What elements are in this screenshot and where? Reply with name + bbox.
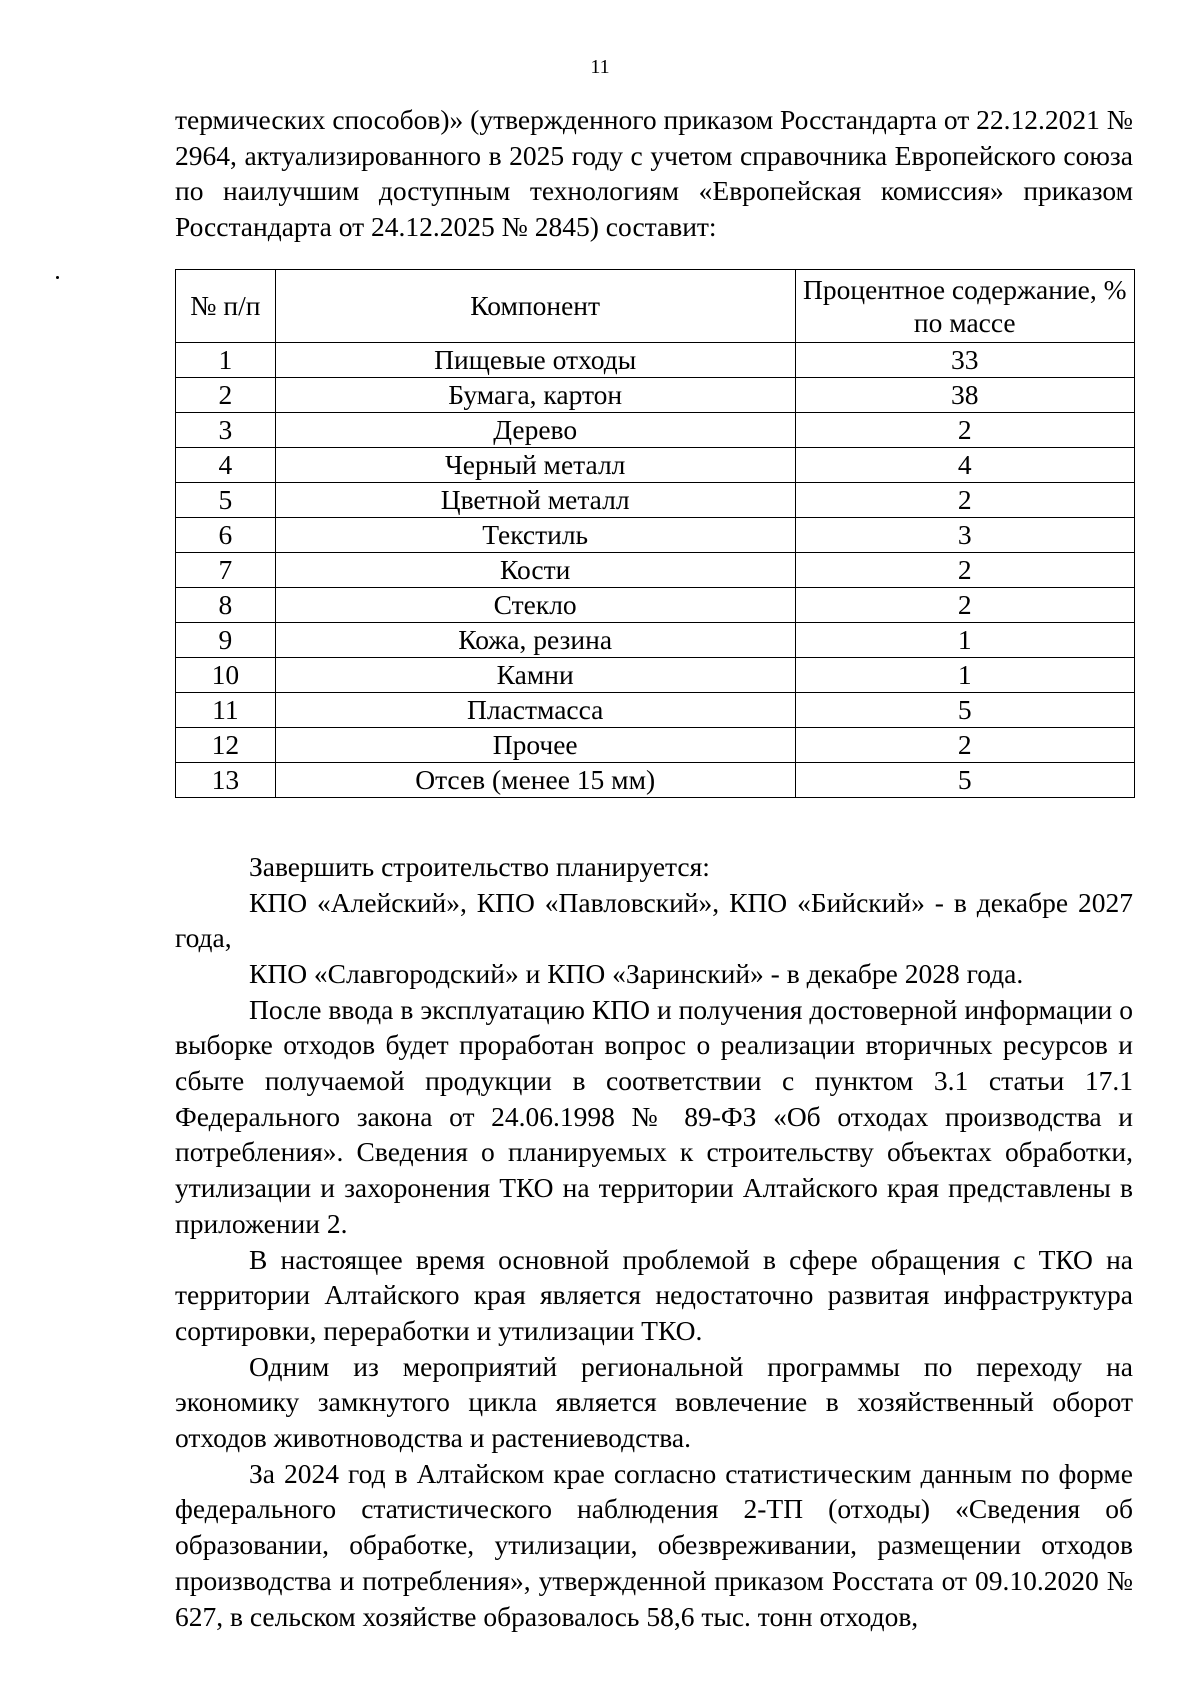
cell-component: Прочее	[275, 727, 795, 762]
cell-num: 7	[176, 552, 276, 587]
cell-num: 2	[176, 377, 276, 412]
cell-percent: 4	[795, 447, 1134, 482]
cell-num: 12	[176, 727, 276, 762]
cell-component: Стекло	[275, 587, 795, 622]
cell-num: 6	[176, 517, 276, 552]
cell-component: Черный металл	[275, 447, 795, 482]
table-row	[176, 517, 1135, 552]
cell-num: 10	[176, 657, 276, 692]
cell-percent: 2	[795, 482, 1134, 517]
table-row	[176, 657, 1135, 692]
cell-num: 5	[176, 482, 276, 517]
recycling-paragraph: После ввода в эксплуатацию КПО и получения достоверной информации о выборке отходов будет проработан вопрос о реализации вторичных ресурсов и сбыте получаемой продукции в соответствии с пунктом 3.1 статьи 17.1 Федерального закона от 24.06.1998 № 89-ФЗ «Об отходах производства и потребления». Сведения о планируемых к строительству объектах обработки, утилизации и захоронения ТКО на территории Алтайского края представлены в приложении 2.	[175, 993, 1133, 1239]
cell-percent: 2	[795, 587, 1134, 622]
cell-component: Кожа, резина	[275, 622, 795, 657]
cell-num: 1	[176, 342, 276, 377]
table-row	[176, 622, 1135, 657]
cell-component: Кости	[275, 552, 795, 587]
scan-speck	[56, 276, 59, 279]
cell-component: Пластмасса	[275, 692, 795, 727]
table-row	[176, 482, 1135, 517]
header-component: Компонент	[275, 269, 795, 342]
table-row	[176, 762, 1135, 797]
table-row	[176, 587, 1135, 622]
cell-percent: 3	[795, 517, 1134, 552]
cell-component: Пищевые отходы	[275, 342, 795, 377]
table-row	[176, 342, 1135, 377]
header-percent: Процентное содержание, % по массе	[795, 269, 1134, 342]
cell-percent: 2	[795, 727, 1134, 762]
table-row	[176, 692, 1135, 727]
header-num: № п/п	[176, 269, 276, 342]
cell-percent: 1	[795, 657, 1134, 692]
cell-component: Бумага, картон	[275, 377, 795, 412]
statistics-paragraph: За 2024 год в Алтайском крае согласно статистическим данным по форме федерального статистического наблюдения 2-ТП (отходы) «Сведения об образовании, обработке, утилизации, обезвреживании, размещении отходов производства и потребления», утвержденной приказом Росстата от 09.10.2020 № 627, в сельском хозяйстве образовалось 58,6 тыс. тонн отходов,	[175, 1457, 1133, 1632]
table-header-row	[176, 269, 1135, 342]
cell-percent: 5	[795, 762, 1134, 797]
construction-schedule-2027: КПО «Алейский», КПО «Павловский», КПО «Бийский» - в декабре 2027 года,	[175, 886, 1133, 954]
table-row	[176, 412, 1135, 447]
cell-num: 13	[176, 762, 276, 797]
cell-num: 8	[176, 587, 276, 622]
cell-percent: 2	[795, 412, 1134, 447]
intro-paragraph: термических способов)» (утвержденного приказом Росстандарта от 22.12.2021 № 2964, актуализированного в 2025 году с учетом справочника Европейского союза по наилучшим доступным технологиям «Европейская комиссия» приказом Росстандарта от 24.12.2025 № 2845) составит:	[175, 104, 1133, 243]
cell-percent: 5	[795, 692, 1134, 727]
composition-table-wrapper	[175, 269, 1133, 798]
cell-percent: 38	[795, 377, 1134, 412]
cell-component: Цветной металл	[275, 482, 795, 517]
cell-num: 4	[176, 447, 276, 482]
cell-percent: 33	[795, 342, 1134, 377]
construction-schedule-2028: КПО «Славгородский» и КПО «Заринский» - в декабре 2028 года.	[249, 957, 1024, 989]
table-row	[176, 447, 1135, 482]
page-number: 11	[590, 56, 610, 78]
table-row	[176, 727, 1135, 762]
table-row	[176, 377, 1135, 412]
document-body	[175, 102, 1133, 1634]
cell-component: Дерево	[275, 412, 795, 447]
cell-num: 9	[176, 622, 276, 657]
spacer	[175, 798, 1133, 849]
construction-heading: Завершить строительство планируется:	[249, 850, 710, 882]
cell-percent: 2	[795, 552, 1134, 587]
circular-economy-paragraph: Одним из мероприятий региональной программы по переходу на экономику замкнутого цикла является вовлечение в хозяйственный оборот отходов животноводства и растениеводства.	[175, 1350, 1133, 1454]
cell-component: Текстиль	[275, 517, 795, 552]
table-row	[176, 552, 1135, 587]
infrastructure-problem-paragraph: В настоящее время основной проблемой в сфере обращения с ТКО на территории Алтайского края является недостаточно развитая инфраструктура сортировки, переработки и утилизации ТКО.	[175, 1243, 1133, 1346]
cell-num: 11	[176, 692, 276, 727]
cell-component: Камни	[275, 657, 795, 692]
cell-num: 3	[176, 412, 276, 447]
cell-component: Отсев (менее 15 мм)	[275, 762, 795, 797]
waste-composition-table	[175, 269, 1135, 798]
cell-percent: 1	[795, 622, 1134, 657]
